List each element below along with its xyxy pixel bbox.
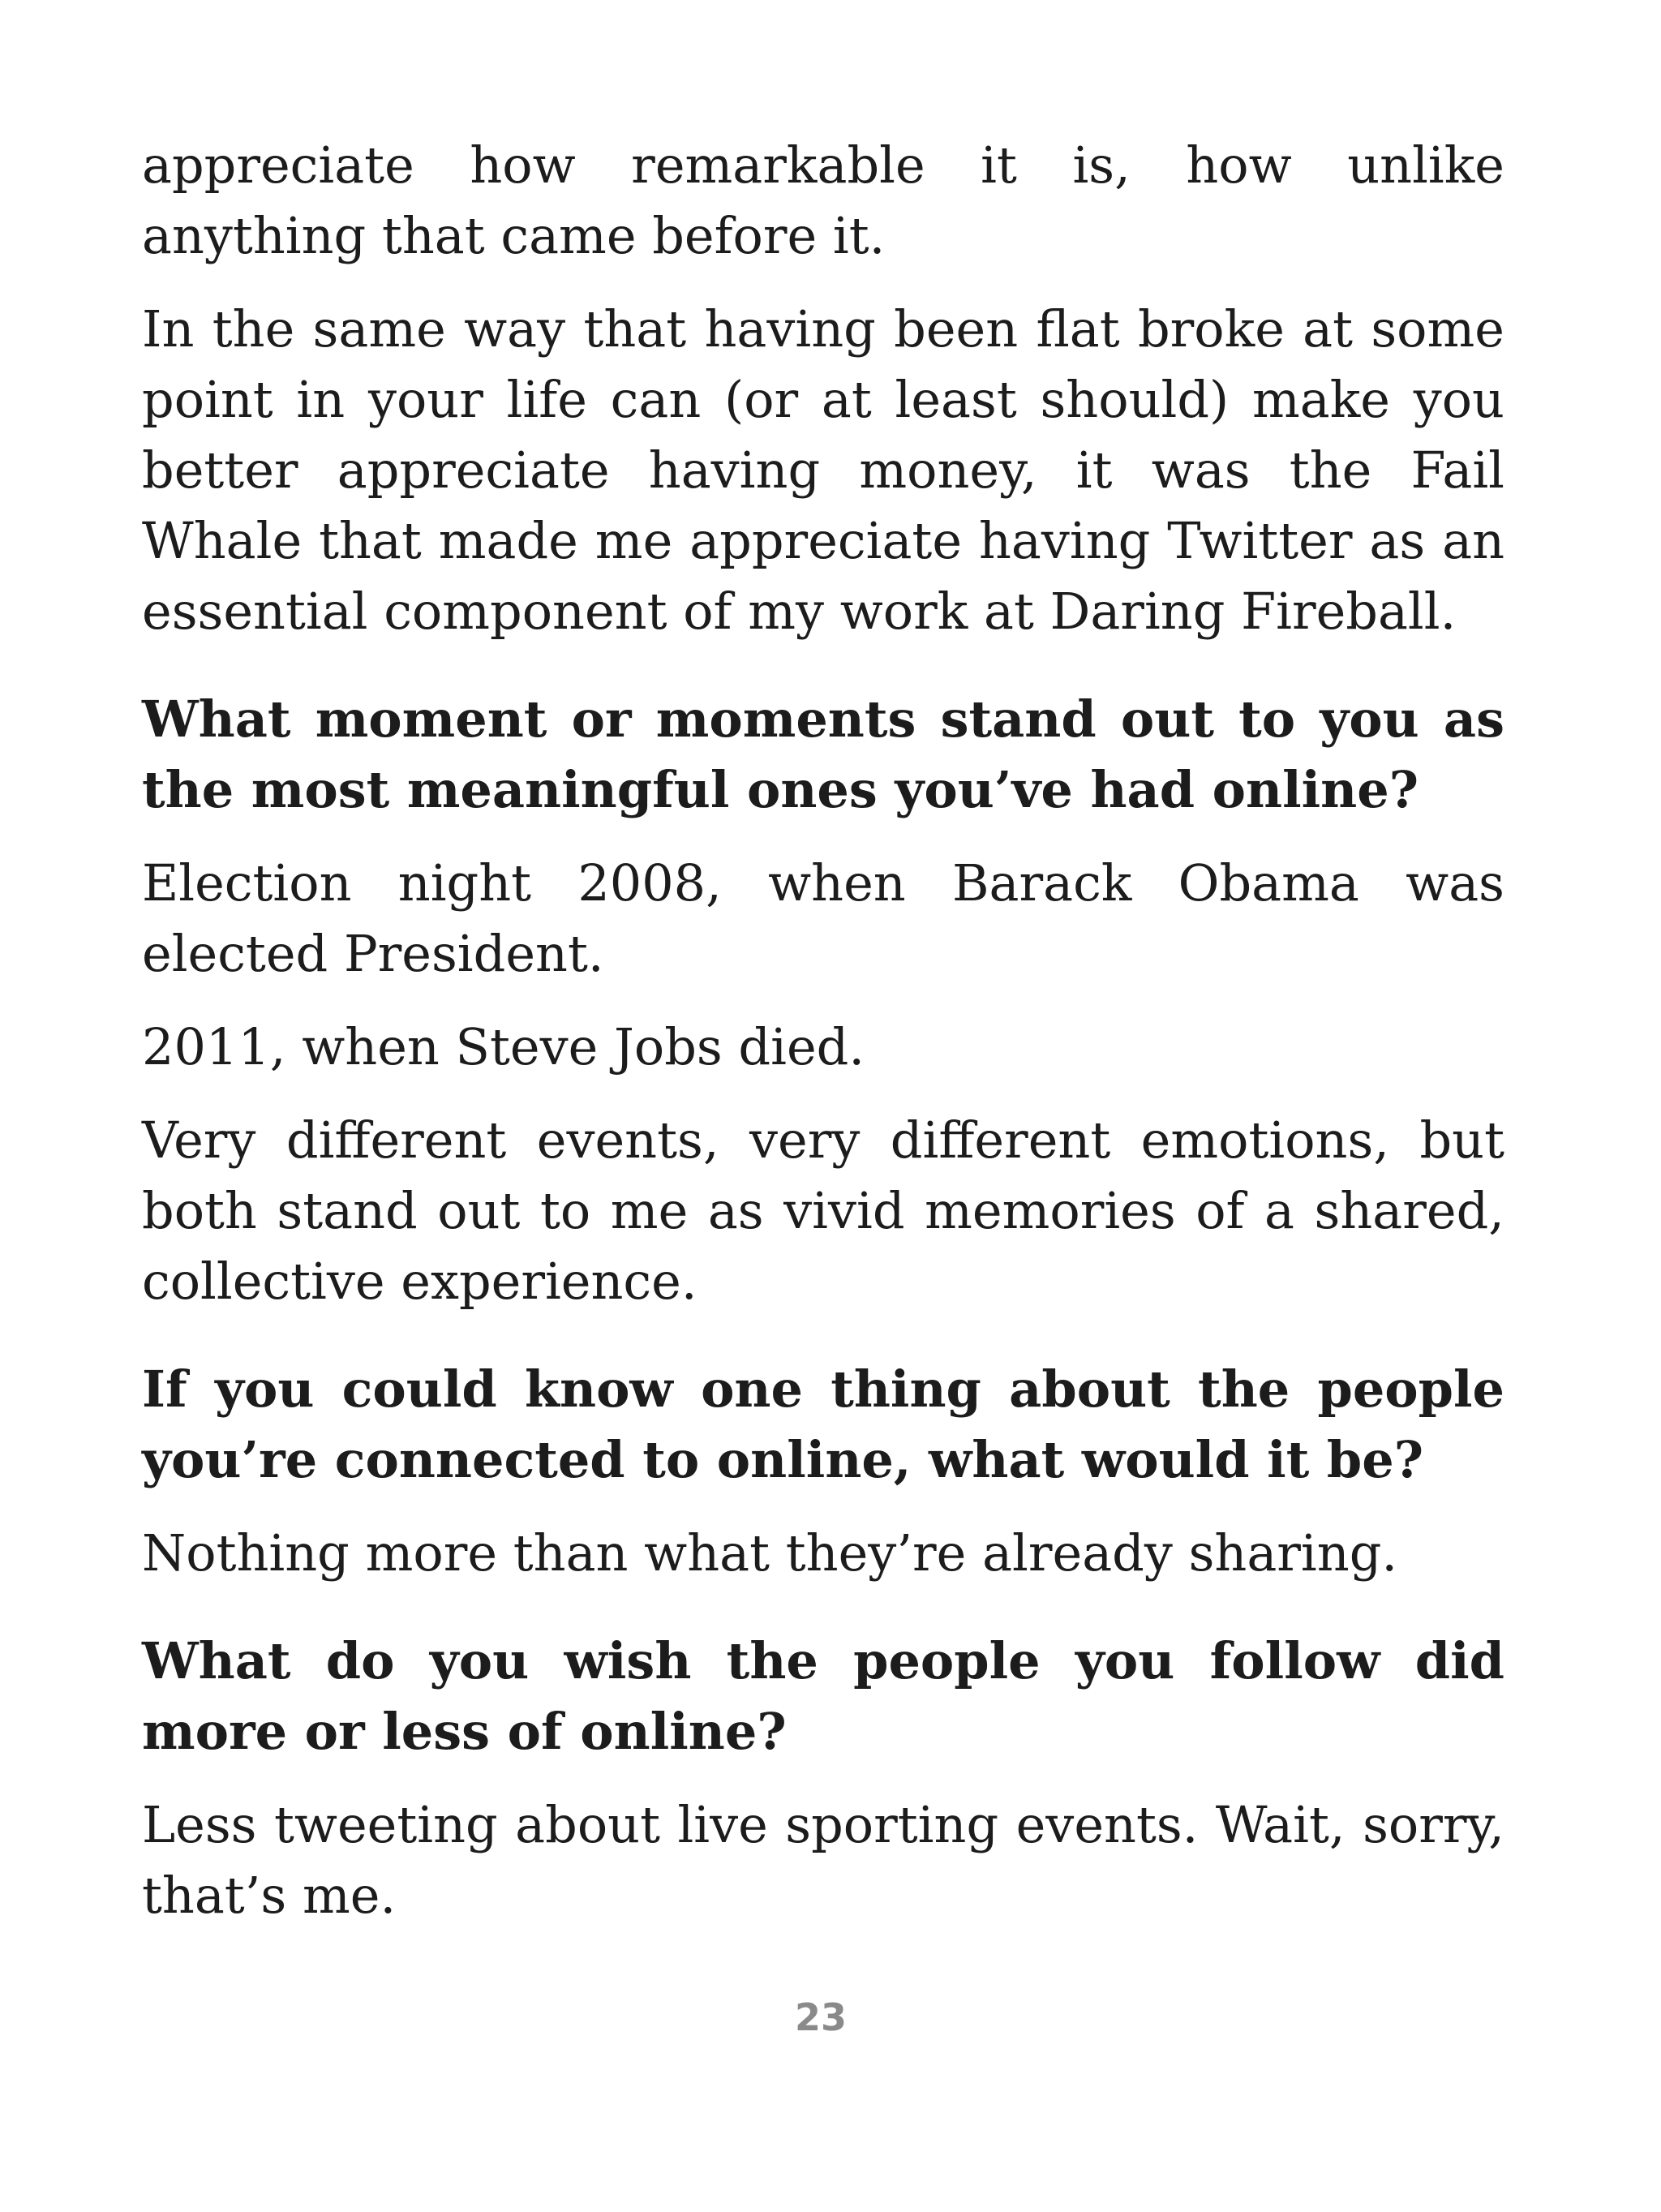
paragraph: In the same way that having been flat broke at some point in your life can (or at least should) make you better appreciate having money, it was the Fail Whale that made me appreciate having Twitter as an essential component of my work at Daring Fireball. — [142, 299, 1504, 641]
answer-paragraph: Very different events, very different emotions, but both stand out to me as vivid memories of a shared, collective experience. — [142, 1110, 1504, 1311]
paragraph: appreciate how remarkable it is, how unlike anything that came before it. — [142, 135, 1504, 265]
answer-paragraph: 2011, when Steve Jobs died. — [142, 1017, 865, 1076]
answer-paragraph: Election night 2008, when Barack Obama was elected President. — [142, 853, 1504, 983]
page-number: 23 — [794, 1995, 847, 2039]
question-heading: If you could know one thing about the people you’re connected to online, what would it be? — [142, 1359, 1504, 1489]
page-body — [142, 130, 1504, 1953]
answer-paragraph: Nothing more than what they’re already sharing. — [142, 1523, 1398, 1583]
question-heading: What moment or moments stand out to you as the most meaningful ones you’ve had online? — [142, 689, 1504, 819]
question-heading: What do you wish the people you follow did more or less of online? — [142, 1631, 1504, 1761]
answer-paragraph: Less tweeting about live sporting events. Wait, sorry, that’s me. — [142, 1795, 1504, 1925]
